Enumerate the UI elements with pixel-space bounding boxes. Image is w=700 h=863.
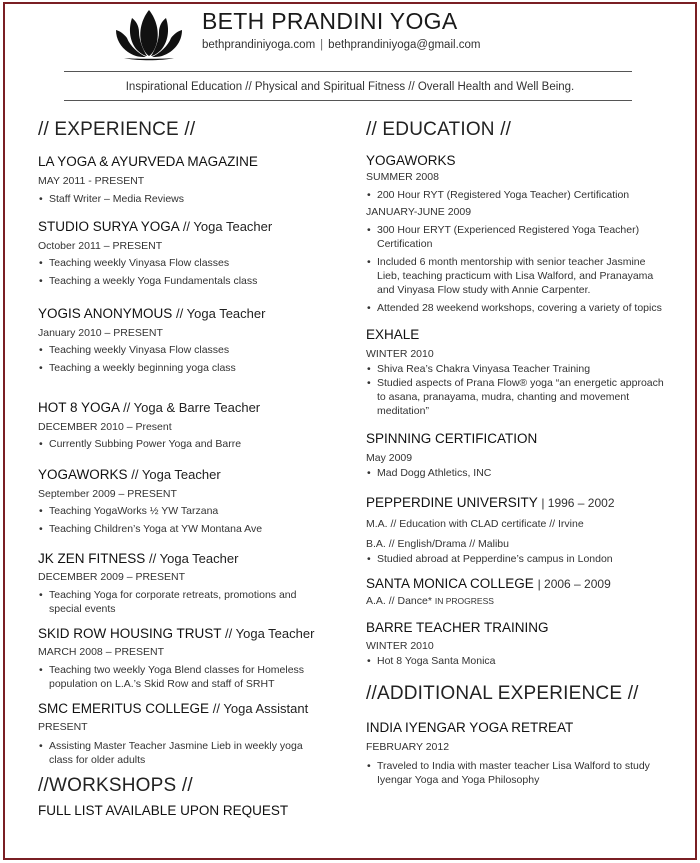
education-entry [366,326,676,418]
workshops-note: FULL LIST AVAILABLE UPON REQUEST [38,803,289,818]
contact-separator: | [320,39,324,51]
experience-entry [38,218,338,288]
entry-date: WINTER 2010 [366,640,434,652]
additional-experience-heading: //ADDITIONAL EXPERIENCE // [366,683,639,704]
experience-entry [38,550,338,616]
entry-date: MAY 2011 - PRESENT [38,175,145,187]
workshops-heading: //WORKSHOPS // [38,775,193,796]
education-entry [366,619,676,668]
list-item: • Teaching two weekly Yoga Blend classes for Homeless population on L.A.’s Skid Row and staff of SRHT [38,663,328,691]
list-item: • Studied aspects of Prana Flow® yoga “an energetic approach to asana, pranayama, mudra, chanting and movement meditation” [366,376,666,418]
tagline: Inspirational Education // Physical and Spiritual Fitness // Overall Health and Well Being. [125,81,575,93]
entry-date: FEBRUARY 2012 [366,741,450,753]
list-item: • Assisting Master Teacher Jasmine Lieb in weekly yoga class for older adults [38,739,323,767]
entry-date: JANUARY-JUNE 2009 [366,206,472,218]
entry-date: WINTER 2010 [366,348,434,360]
education-entry [366,575,676,609]
entry-date: May 2009 [366,452,413,464]
website-link[interactable]: bethprandiniyoga.com [202,39,316,51]
entry-date: DECEMBER 2009 – PRESENT [38,571,186,583]
list-item: • Teaching a weekly beginning yoga class [38,361,338,375]
entry-org: YOGIS ANONYMOUS // Yoga Teacher [38,306,266,321]
entry-org: PEPPERDINE UNIVERSITY | 1996 – 2002 [366,495,615,510]
entry-org: SPINNING CERTIFICATION [366,431,538,446]
page-title: BETH PRANDINI YOGA [202,8,458,34]
entry-org: SANTA MONICA COLLEGE | 2006 – 2009 [366,576,611,591]
tagline-divider [64,100,632,101]
experience-entry [38,625,338,691]
list-item: • Staff Writer – Media Reviews [38,192,338,206]
entry-org: JK ZEN FITNESS // Yoga Teacher [38,551,239,566]
list-item: • Teaching weekly Vinyasa Flow classes [38,256,338,270]
email-link[interactable]: bethprandiniyoga@gmail.com [328,39,481,51]
entry-org: SMC EMERITUS COLLEGE // Yoga Assistant [38,701,309,716]
contact-line [202,39,481,51]
list-item: • Shiva Rea’s Chakra Vinyasa Teacher Training [366,362,666,376]
experience-column [38,119,338,818]
list-item: • Teaching a weekly Yoga Fundamentals class [38,274,338,288]
entry-date: January 2010 – PRESENT [38,327,163,339]
entry-date: MARCH 2008 – PRESENT [38,646,165,658]
entry-org: BARRE TEACHER TRAINING [366,620,549,635]
list-item: • 300 Hour ERYT (Experienced Registered Yoga Teacher) Certification [366,223,666,251]
list-item: • Studied abroad at Pepperdine’s campus in London [366,552,676,566]
entry-org: INDIA IYENGAR YOGA RETREAT [366,720,574,735]
education-column [366,119,676,787]
list-item: • Currently Subbing Power Yoga and Barre [38,437,338,451]
additional-entry [366,719,676,787]
entry-degree: A.A. // Dance* IN PROGRESS [366,595,494,607]
list-item: • Teaching Yoga for corporate retreats, promotions and special events [38,588,318,616]
entry-org: HOT 8 YOGA // Yoga & Barre Teacher [38,400,261,415]
entry-org: EXHALE [366,327,420,342]
experience-entry [38,466,338,536]
list-item: • Mad Dogg Athletics, INC [366,466,676,480]
education-entry [366,152,676,315]
list-item: • Included 6 month mentorship with senior teacher Jasmine Lieb, teaching practicum with Lisa Walford, and Pranayama and Vinyasa Flow study with Annie Carpenter. [366,255,666,297]
list-item: • Teaching Children’s Yoga at YW Montana Ave [38,522,338,536]
experience-entry [38,399,338,451]
education-entry [366,494,676,566]
entry-date: October 2011 – PRESENT [38,240,163,252]
list-item: • Teaching weekly Vinyasa Flow classes [38,343,338,357]
entry-degree: B.A. // English/Drama // Malibu [366,538,509,550]
experience-entry [38,700,338,767]
entry-org: SKID ROW HOUSING TRUST // Yoga Teacher [38,626,315,641]
list-item: • Hot 8 Yoga Santa Monica [366,654,676,668]
entry-org: LA YOGA & AYURVEDA MAGAZINE [38,154,258,169]
entry-degree: M.A. // Education with CLAD certificate // Irvine [366,518,584,530]
top-divider [64,71,632,72]
entry-date: September 2009 – PRESENT [38,488,177,500]
entry-org: STUDIO SURYA YOGA // Yoga Teacher [38,219,273,234]
entry-org: YOGAWORKS // Yoga Teacher [38,467,221,482]
entry-date: DECEMBER 2010 – Present [38,421,172,433]
lotus-icon [110,8,188,62]
list-item: • Teaching YogaWorks ½ YW Tarzana [38,504,338,518]
list-item: • Traveled to India with master teacher Lisa Walford to study Iyengar Yoga and Yoga Philosophy [366,759,656,787]
experience-entry [38,153,338,206]
entry-date: PRESENT [38,721,88,733]
experience-entry [38,305,338,375]
list-item: • Attended 28 weekend workshops, covering a variety of topics [366,301,666,315]
list-item: • 200 Hour RYT (Registered Yoga Teacher) Certification [366,188,666,202]
education-entry [366,430,676,480]
experience-heading: // EXPERIENCE // [38,119,196,140]
entry-org: YOGAWORKS [366,153,456,168]
entry-date: SUMMER 2008 [366,171,439,183]
education-heading: // EDUCATION // [366,119,512,140]
